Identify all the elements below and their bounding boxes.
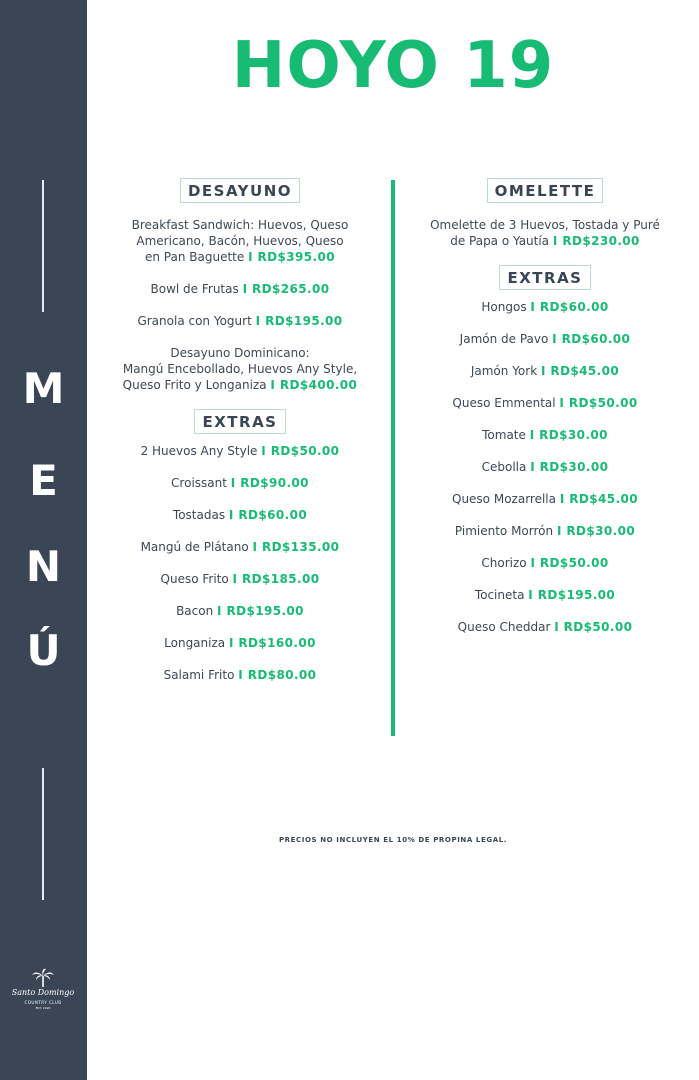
menu-item-line: Omelette de 3 Huevos, Tostada y Puré	[430, 218, 660, 232]
menu-item-name: Salami Frito	[163, 668, 235, 682]
left-column	[120, 178, 360, 683]
menu-item	[120, 507, 360, 523]
sidebar-letter-e: E	[29, 456, 58, 505]
menu-item-price: I RD$400.00	[270, 378, 358, 392]
menu-item	[120, 667, 360, 683]
menu-item-price: I RD$60.00	[530, 300, 609, 314]
menu-item-name: Tomate	[482, 428, 526, 442]
menu-item-last-line	[420, 233, 670, 249]
sidebar-letter-n: N	[25, 542, 62, 591]
menu-item	[420, 555, 670, 571]
menu-item-price: I RD$30.00	[530, 460, 609, 474]
menu-item-name: Chorizo	[481, 556, 527, 570]
menu-item	[420, 523, 670, 539]
menu-item-name: Pimiento Morrón	[454, 524, 554, 538]
menu-item-price: I RD$50.00	[530, 556, 609, 570]
extras-left-list	[120, 443, 360, 683]
menu-item	[420, 331, 670, 347]
menu-item-last-line	[120, 281, 360, 297]
logo-est: EST. 1920	[35, 1006, 51, 1010]
menu-item-price: I RD$195.00	[217, 604, 304, 618]
menu-item-name: Longaniza	[164, 636, 226, 650]
menu-item	[420, 427, 670, 443]
menu-item-price: I RD$45.00	[559, 492, 638, 506]
menu-item-last-line	[120, 377, 360, 393]
desayuno-list	[120, 217, 360, 393]
menu-item	[120, 217, 360, 265]
menu-item-price: I RD$185.00	[232, 572, 320, 586]
menu-item-name: 2 Huevos Any Style	[140, 444, 258, 458]
menu-item-price: I RD$80.00	[238, 668, 317, 682]
menu-item-name: Mangú de Plátano	[140, 540, 249, 554]
menu-item	[420, 491, 670, 507]
menu-item-line: Mangú Encebollado, Huevos Any Style,	[122, 362, 358, 376]
logo-subtitle: COUNTRY CLUB	[24, 1000, 62, 1005]
extras-right-list	[420, 299, 670, 635]
menu-item-price: I RD$45.00	[540, 364, 620, 378]
section-heading-extras-left: EXTRAS	[194, 409, 285, 434]
menu-item-name: Queso Cheddar	[457, 620, 551, 634]
menu-item-name: en Pan Baguette	[145, 250, 245, 264]
menu-item-name: de Papa o Yautía	[450, 234, 550, 248]
menu-item-price: I RD$50.00	[554, 620, 633, 634]
menu-item-price: I RD$60.00	[552, 332, 631, 346]
menu-item-last-line	[120, 249, 360, 265]
menu-item-name: Jamón de Pavo	[459, 332, 549, 346]
page-title: HOYO 19	[231, 29, 555, 103]
sidebar-divider-bottom	[42, 768, 44, 900]
menu-item	[120, 313, 360, 329]
menu-item	[420, 619, 670, 635]
section-heading-omelette: OMELETTE	[487, 178, 604, 203]
right-column	[420, 178, 670, 635]
menu-item-price: I RD$50.00	[559, 396, 638, 410]
menu-item	[420, 587, 670, 603]
menu-item-name: Jamón York	[470, 364, 538, 378]
menu-item-price: I RD$195.00	[528, 588, 616, 602]
menu-item-price: I RD$30.00	[529, 428, 608, 442]
menu-item-line: Americano, Bacón, Huevos, Queso	[136, 234, 344, 248]
sidebar-letter-u: Ú	[26, 626, 61, 675]
menu-item-name: Croissant	[171, 476, 227, 490]
column-divider	[391, 180, 395, 736]
menu-item	[120, 571, 360, 587]
menu-item-name: Queso Emmental	[452, 396, 556, 410]
palm-tree-icon	[8, 968, 78, 988]
menu-item-name: Hongos	[481, 300, 527, 314]
menu-item	[420, 395, 670, 411]
sidebar-divider-top	[42, 180, 44, 312]
footer-note: PRECIOS NO INCLUYEN EL 10% DE PROPINA LEGAL.	[278, 836, 508, 844]
omelette-list	[420, 217, 670, 249]
menu-item-price: I RD$395.00	[248, 250, 335, 264]
menu-item	[120, 475, 360, 491]
menu-item	[420, 363, 670, 379]
menu-item	[420, 217, 670, 249]
menu-item-name: Tostadas	[172, 508, 226, 522]
menu-item	[120, 345, 360, 393]
menu-item-line: Breakfast Sandwich: Huevos, Queso	[131, 218, 349, 232]
menu-item-name: Queso Frito y Longaniza	[122, 378, 267, 392]
menu-item-price: I RD$50.00	[261, 444, 340, 458]
menu-item	[420, 459, 670, 475]
sidebar-letter-m: M	[22, 364, 65, 413]
club-logo	[8, 968, 78, 1016]
sidebar	[0, 0, 87, 1080]
menu-item-price: I RD$30.00	[556, 524, 636, 538]
menu-item	[120, 539, 360, 555]
section-heading-desayuno: DESAYUNO	[180, 178, 300, 203]
menu-item-price: I RD$135.00	[252, 540, 340, 554]
menu-item-price: I RD$160.00	[228, 636, 316, 650]
menu-item-last-line	[120, 313, 360, 329]
section-heading-extras-right: EXTRAS	[499, 265, 590, 290]
menu-item	[120, 635, 360, 651]
menu-item	[120, 281, 360, 297]
menu-item-name: Queso Frito	[160, 572, 229, 586]
menu-item-price: I RD$90.00	[230, 476, 309, 490]
menu-item-price: I RD$265.00	[242, 282, 330, 296]
logo-script-text: Santo Domingo	[11, 988, 75, 997]
menu-item-price: I RD$195.00	[255, 314, 343, 328]
menu-item-name: Granola con Yogurt	[137, 314, 252, 328]
menu-item-line: Desayuno Dominicano:	[170, 346, 310, 360]
menu-item	[120, 443, 360, 459]
menu-item-name: Bacon	[176, 604, 214, 618]
menu-item-name: Queso Mozarrella	[452, 492, 556, 506]
menu-item-price: I RD$60.00	[228, 508, 308, 522]
menu-item-price: I RD$230.00	[552, 234, 640, 248]
menu-item-name: Cebolla	[481, 460, 527, 474]
menu-item	[120, 603, 360, 619]
menu-item-name: Tocineta	[474, 588, 525, 602]
menu-item	[420, 299, 670, 315]
menu-item-name: Bowl de Frutas	[150, 282, 239, 296]
